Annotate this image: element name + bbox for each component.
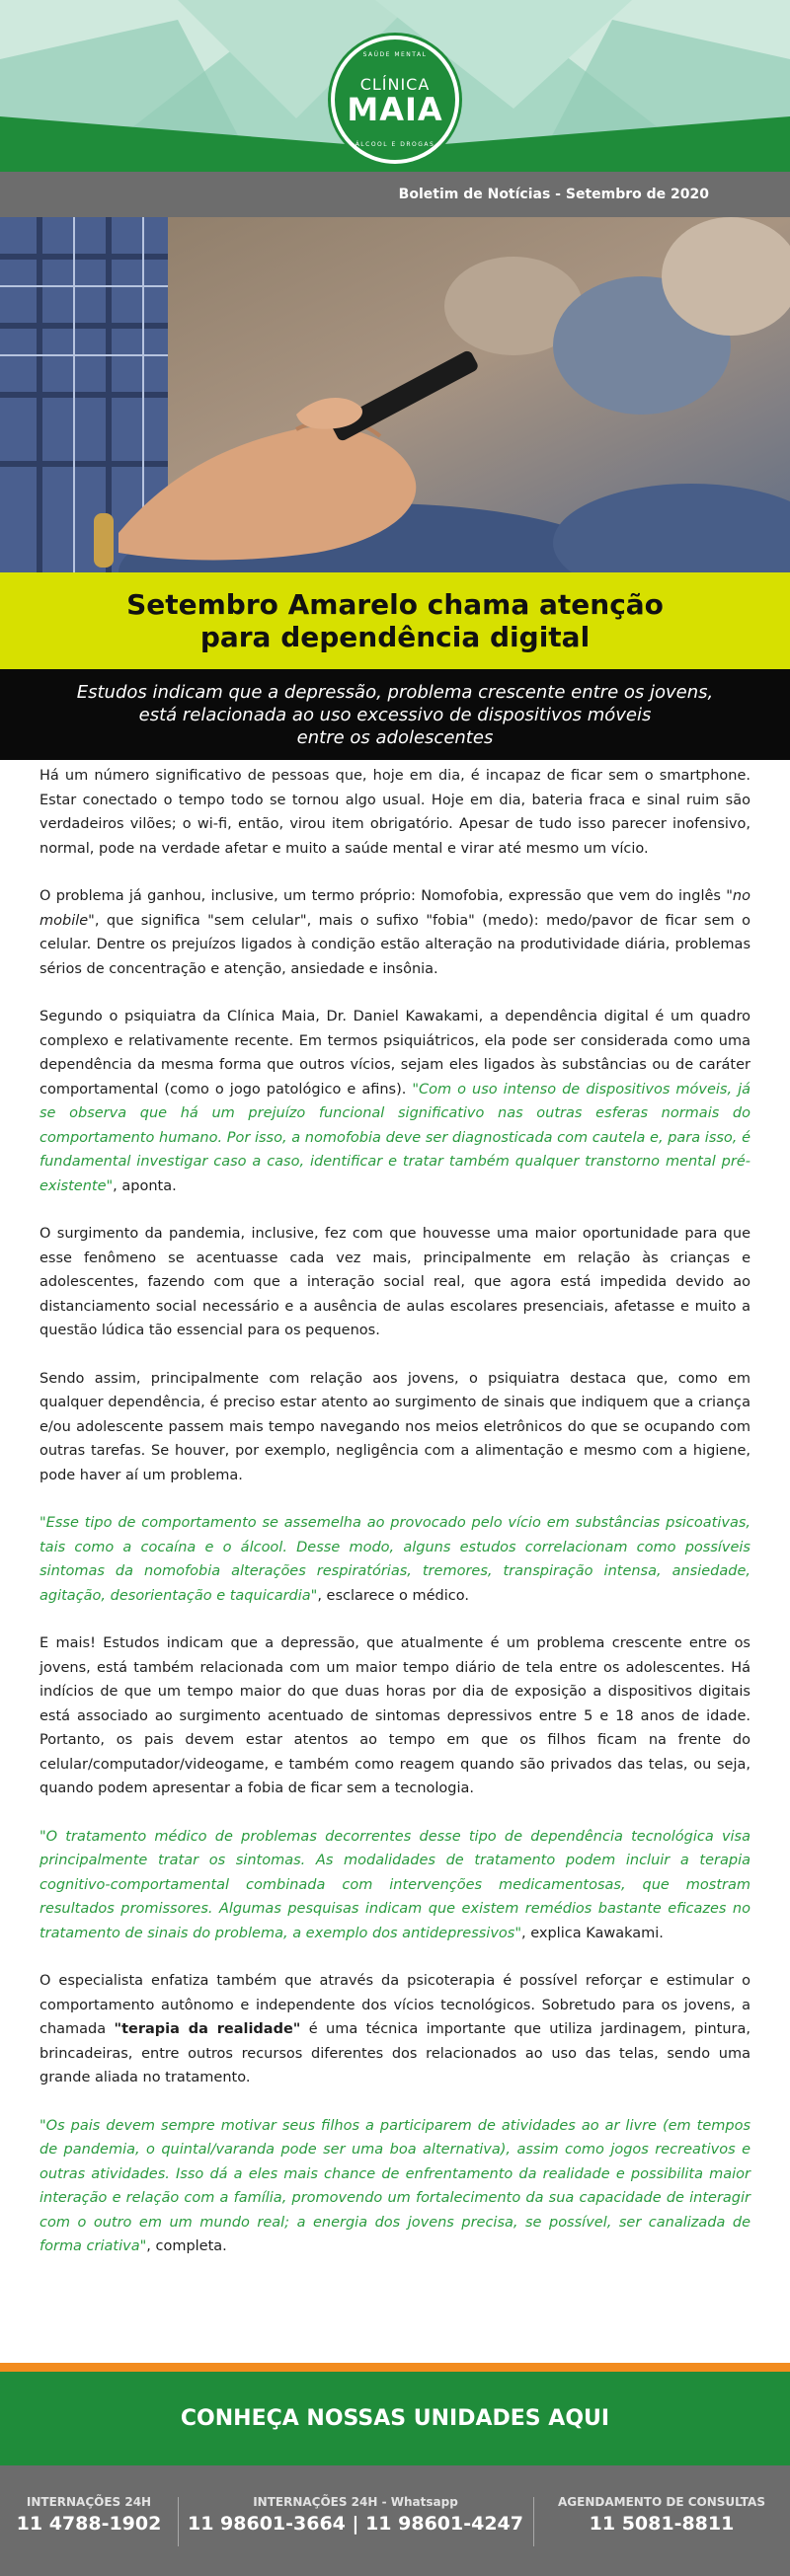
footer-col-whatsapp bbox=[178, 2495, 533, 2535]
quote-3-attribution: , explica Kawakami. bbox=[521, 1925, 664, 1941]
subheadline-line-3: entre os adolescentes bbox=[296, 726, 494, 748]
logo-top-text: SAÚDE MENTAL bbox=[362, 51, 428, 58]
quote-4: "Os pais devem sempre motivar seus filhos a participarem de atividades ao ar livre (em tempos de pandemia, o quintal/varanda pode ser uma boa alternativa), assim como jogos recreativos e outras atividades. Isso dá a eles mais chance de enfrentamento da realidade e possibilita maior interação e relação com a família, promovendo um fortalecimento da sua capacidade de interagir com o outro em um mundo real; a energia dos jovens precisa, se possível, ser canalizada de forma criativa" bbox=[40, 2117, 750, 2254]
quote-1-attribution: , aponta. bbox=[113, 1177, 177, 1194]
clinic-logo[interactable] bbox=[331, 36, 459, 164]
paragraph-6 bbox=[40, 1511, 750, 1608]
footer-col-internacoes bbox=[0, 2495, 178, 2535]
paragraph-9-text-a: O especialista enfatiza também que através da psicoterapia é possível reforçar e estimular o comportamento autônomo e independente dos vícios tecnológicos. Sobretudo para os jovens, a chamada bbox=[40, 1973, 750, 2037]
subheadline-line-1: Estudos indicam que a depressão, problema crescente entre os jovens, bbox=[76, 681, 714, 703]
hero-photo bbox=[0, 217, 790, 572]
headline bbox=[126, 588, 664, 653]
paragraph-9-term: "terapia da realidade" bbox=[114, 2021, 301, 2037]
units-cta-button[interactable] bbox=[0, 2372, 790, 2465]
headline-line-2: para dependência digital bbox=[199, 621, 591, 653]
paragraph-10 bbox=[40, 2114, 750, 2259]
quote-2: "Esse tipo de comportamento se assemelha ao provocado pelo vício em substâncias psicoativas, tais como a cocaína e o álcool. Desse modo, alguns estudos correlacionam como possíveis sintomas da nomofobia alterações respiratórias, tremores, transpiração intensa, ansiedade, agitação, desorientação e taquicardia" bbox=[40, 1515, 750, 1604]
quote-2-attribution: , esclarece o médico. bbox=[317, 1587, 469, 1604]
article-body bbox=[40, 764, 750, 2283]
footer-col-agendamento-number[interactable]: 11 5081-8811 bbox=[589, 2513, 735, 2535]
logo-bottom-text: ÁLCOOL E DROGAS bbox=[355, 141, 435, 148]
paragraph-1: Há um número significativo de pessoas que, hoje em dia, é incapaz de ficar sem o smartphone. Estar conectado o tempo todo se tornou algo usual. Hoje em dia, bateria fraca e sinal ruim são verdadeiros vilões; o wi-fi, então, virou item obrigatório. Apesar de tudo isso parecer inofensivo, normal, pode na verdade afetar e muito a saúde mental e virar até mesmo um vício. bbox=[40, 768, 750, 857]
footer-contacts bbox=[0, 2465, 790, 2576]
header-banner bbox=[0, 0, 790, 172]
hands-holding-smartphones-photo bbox=[0, 217, 790, 572]
newsletter-bar bbox=[0, 172, 790, 217]
paragraph-5: Sendo assim, principalmente com relação aos jovens, o psiquiatra destaca que, como em qualquer dependência, é preciso estar atento ao surgimento de sinais que indiquem que a criança e/ou adolescente passem mais tempo navegando nos meios eletrônicos do que se ocupando com outras tarefas. Se houver, por exemplo, negligência com a alimentação e mesmo com a higiene, pode haver aí um problema. bbox=[40, 1370, 750, 1483]
paragraph-9-text-b: é uma técnica importante que utiliza jardinagem, pintura, brincadeiras, entre outros recursos diferentes dos relacionados ao uso das telas, sendo uma grande aliada no tratamento. bbox=[40, 2021, 750, 2085]
paragraph-7: E mais! Estudos indicam que a depressão, que atualmente é um problema crescente entre os jovens, está também relacionada com um maior tempo diário de tela entre os adolescentes. Há indícios de que um tempo maior do que duas horas por dia de exposição a dispositivos digitais está associado ao surgimento acentuado de sintomas depressivos entre 5 e 18 anos de idade. Portanto, os pais devem estar atentos ao tempo em que os filhos ficam na frente do celular/computador/videogame, e também como reagem quando são privados das telas, ou seja, quando podem apresentar a fobia de ficar sem a tecnologia. bbox=[40, 1635, 750, 1796]
paragraph-3 bbox=[40, 1005, 750, 1198]
footer-col-whatsapp-label: INTERNAÇÕES 24H - Whatsapp bbox=[253, 2495, 458, 2509]
footer-col-whatsapp-numbers[interactable]: 11 98601-3664 | 11 98601-4247 bbox=[187, 2513, 523, 2535]
headline-line-1: Setembro Amarelo chama atenção bbox=[126, 588, 664, 621]
orange-divider bbox=[0, 2363, 790, 2372]
units-cta-label: CONHEÇA NOSSAS UNIDADES AQUI bbox=[180, 2406, 610, 2431]
paragraph-9 bbox=[40, 1969, 750, 2090]
footer-col-agendamento bbox=[533, 2495, 790, 2535]
subheadline bbox=[40, 681, 750, 749]
paragraph-2-term: "no mobile" bbox=[40, 888, 750, 929]
footer-col-internacoes-label: INTERNAÇÕES 24H bbox=[26, 2495, 152, 2509]
quote-1: "Com o uso intenso de dispositivos móveis, já se observa que há um prejuízo funcional significativo nas outras esferas normais do comportamento humano. Por isso, a nomofobia deve ser diagnosticada com cautela e, para isso, é fundamental investigar caso a caso, identificar e tratar também qualquer transtorno mental pré-existente" bbox=[40, 1081, 751, 1194]
quote-3: "O tratamento médico de problemas decorrentes desse tipo de dependência tecnológica visa principalmente tratar os sintomas. As modalidades de tratamento podem incluir a terapia cognitivo-comportamental combinada com intervenções medicamentosas, que mostram resultados promissores. Algumas pesquisas indicam que existem remédios bastante eficazes no tratamento de sinais do problema, a exemplo dos antidepressivos" bbox=[40, 1828, 750, 1941]
footer-col-agendamento-label: AGENDAMENTO DE CONSULTAS bbox=[558, 2495, 765, 2509]
paragraph-2 bbox=[40, 884, 750, 981]
headline-band bbox=[0, 572, 790, 669]
quote-4-attribution: , completa. bbox=[146, 2238, 227, 2254]
newsletter-label: Boletim de Notícias - Setembro de 2020 bbox=[398, 187, 709, 202]
paragraph-2-text-a: O problema já ganhou, inclusive, um termo próprio: Nomofobia, expressão que vem do inglês bbox=[40, 888, 727, 904]
paragraph-2-text-b: , que significa "sem celular", mais o sufixo "fobia" (medo): medo/pavor de ficar sem o celular. Dentre os prejuízos ligados à condição estão alteração na produtividade diária, problemas sérios de concentração e atenção, ansiedade e insônia. bbox=[40, 912, 750, 977]
logo-clinica-text: CLÍNICA bbox=[359, 75, 431, 94]
footer-col-internacoes-number[interactable]: 11 4788-1902 bbox=[16, 2513, 162, 2535]
logo-maia-text: MAIA bbox=[347, 91, 443, 128]
paragraph-3-text: Segundo o psiquiatra da Clínica Maia, Dr. Daniel Kawakami, a dependência digital é um quadro complexo e relativamente recente. Em termos psiquiátricos, ela pode ser considerada como uma dependência da mesma forma que outros vícios, sejam eles ligados às substâncias ou de caráter comportamental (como o jogo patológico e afins). bbox=[40, 1009, 750, 1098]
paragraph-4: O surgimento da pandemia, inclusive, fez com que houvesse uma maior oportunidade para que esse fenômeno se acentuasse cada vez mais, principalmente em relação às crianças e adolescentes, fazendo com que a interação social real, que agora está impedida devido ao distanciamento social necessário e a ausência de aulas escolares presenciais, afetasse e muito a questão lúdica tão essencial para os pequenos. bbox=[40, 1226, 750, 1338]
subheadline-line-2: está relacionada ao uso excessivo de dispositivos móveis bbox=[138, 704, 652, 725]
subheadline-band bbox=[0, 669, 790, 760]
paragraph-8 bbox=[40, 1825, 750, 1946]
